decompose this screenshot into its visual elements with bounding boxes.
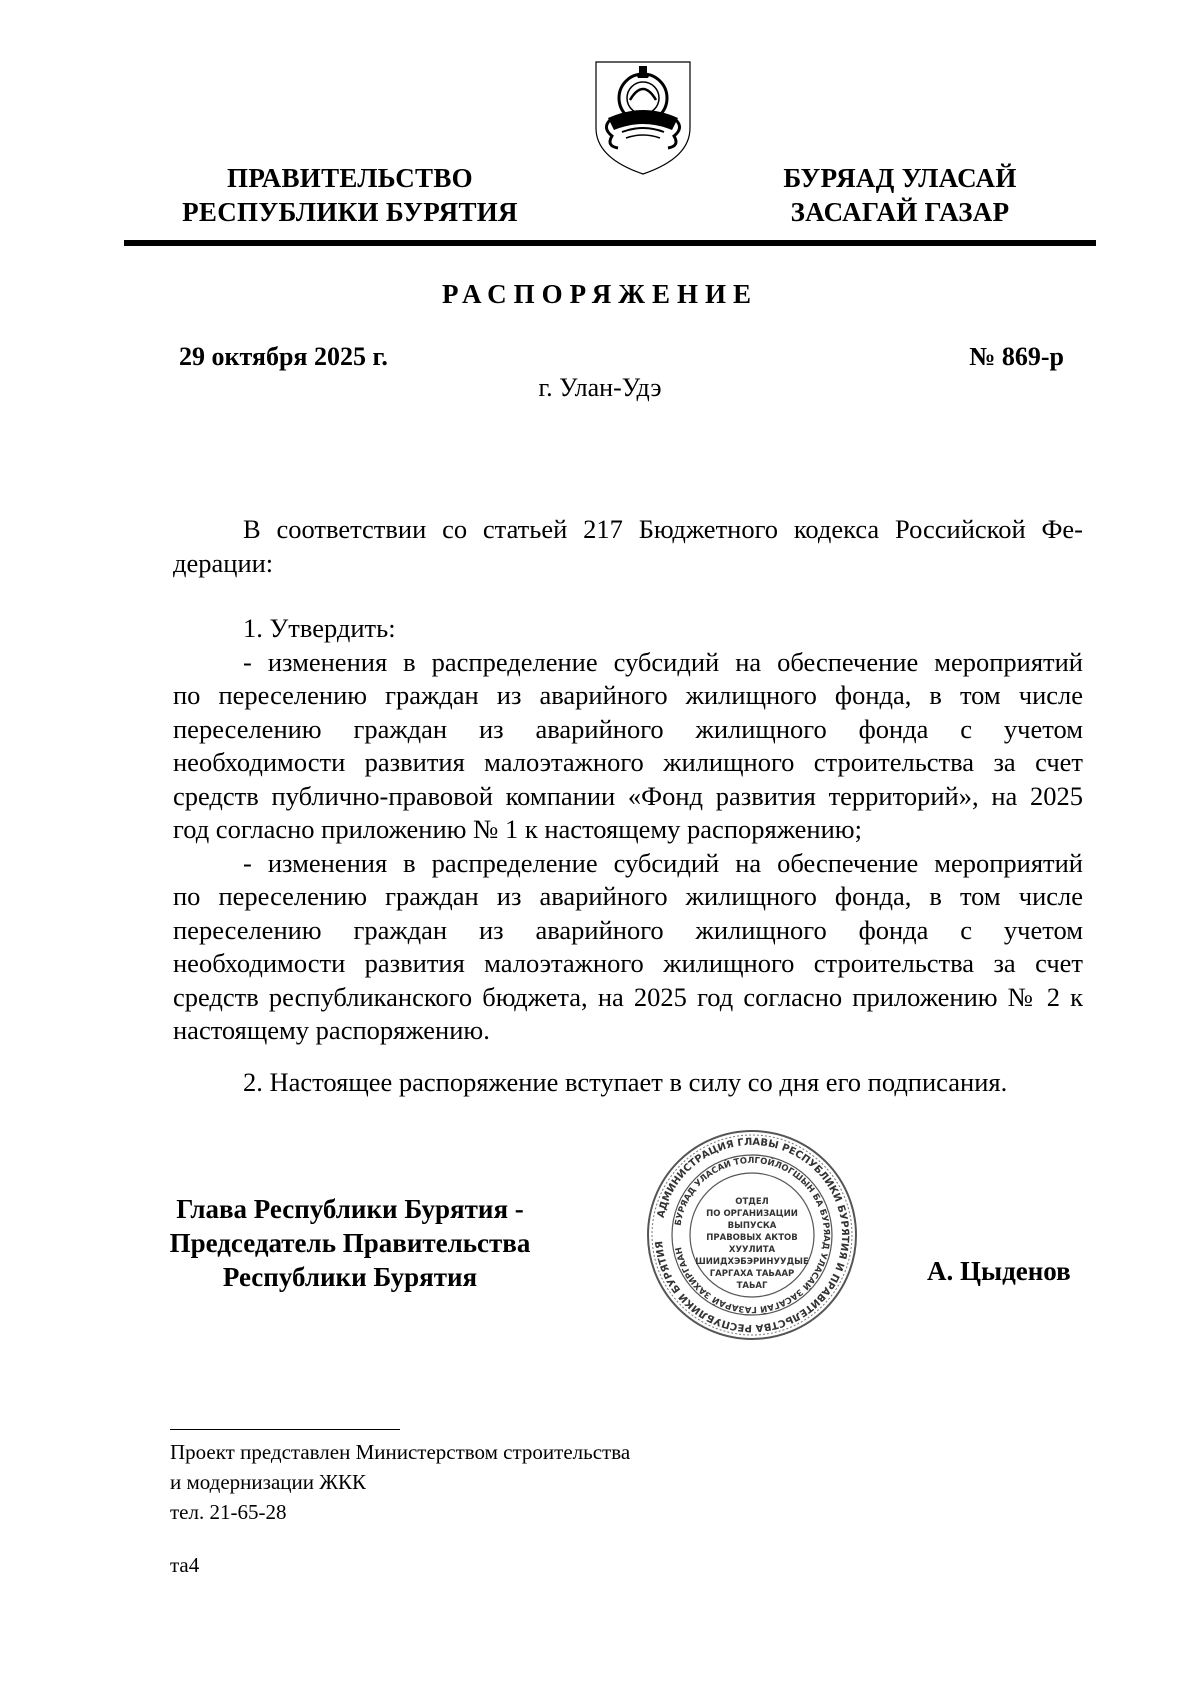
position-line1: Глава Республики Бурятия - bbox=[176, 1194, 524, 1224]
footer-note bbox=[170, 1437, 630, 1527]
executor-code: та4 bbox=[170, 1553, 200, 1577]
intro-paragraph bbox=[173, 513, 1083, 580]
item1-title: 1. Утвердить: bbox=[243, 613, 396, 643]
item-1 bbox=[173, 612, 1083, 1048]
intro-line2: дерации: bbox=[173, 547, 274, 578]
header-russian bbox=[150, 161, 550, 229]
stamp-center-line: ГАРГАХА ТАЬААР bbox=[709, 1269, 795, 1279]
intro-line1: В соответствии со статьей 217 Бюджетного кодекса Российской Фе- bbox=[243, 514, 1083, 544]
stamp-center-line: ПО ОРГАНИЗАЦИИ bbox=[706, 1209, 798, 1219]
official-stamp bbox=[645, 1128, 859, 1342]
stamp-center-line: ТАЬАГ bbox=[736, 1281, 768, 1291]
header-right-line2: ЗАСАГАЙ ГАЗАР bbox=[790, 197, 1010, 227]
stamp-center-line: ВЫПУСКА bbox=[727, 1221, 777, 1231]
buryatia-coat-of-arms-icon bbox=[592, 58, 694, 178]
stamp-inner-text: БУРЯАД УЛАСАЙ ТОЛГОЙЛОГШЫН БА БУРЯАД УЛАСАЙ ЗАСАГАЙ ГАЗАРАЙ ЗАХИРГААН bbox=[673, 1155, 832, 1315]
stamp-seal-icon bbox=[645, 1128, 859, 1342]
header-divider bbox=[124, 240, 1096, 246]
header-right-line1: БУРЯАД УЛАСАЙ bbox=[783, 163, 1017, 193]
header-buryat bbox=[730, 161, 1070, 229]
document-title: РАСПОРЯЖЕНИЕ bbox=[441, 279, 759, 309]
footer-divider bbox=[170, 1429, 400, 1430]
item1-a-text: по переселению граждан из аварийного жилищного фонда, в том числе переселению граждан из аварийного жилищного фонда с учетом необходимости развития малоэтажного жилищного строительства за счет средств публично-правовой компании «Фонд развития территорий», на 2025 год согласно приложению № 1 к настоящему распоряжению; bbox=[173, 680, 1083, 844]
header-left-line2: РЕСПУБЛИКИ БУРЯТИЯ bbox=[182, 197, 518, 227]
signatory-name: А. Цыденов bbox=[927, 1256, 1071, 1286]
position-line3: Республики Бурятия bbox=[222, 1262, 478, 1292]
stamp-outer-text: АДМИНИСТРАЦИЯ ГЛАВЫ РЕСПУБЛИКИ БУРЯТИЯ И ПРАВИТЕЛЬСТВА РЕСПУБЛИКИ БУРЯТИЯ bbox=[654, 1136, 851, 1334]
footer-line2: и модернизации ЖКК bbox=[170, 1470, 367, 1494]
header-left-line1: ПРАВИТЕЛЬСТВО bbox=[227, 163, 473, 193]
item2-text: 2. Настоящее распоряжение вступает в силу со дня его подписания. bbox=[243, 1067, 1008, 1097]
document-city: г. Улан-Удэ bbox=[538, 373, 662, 402]
stamp-center-line: ХУУЛИТА bbox=[728, 1245, 776, 1255]
stamp-center-line: ПРАВОВЫХ АКТОВ bbox=[706, 1233, 798, 1243]
footer-line1: Проект представлен Министерством строительства bbox=[170, 1440, 631, 1464]
stamp-center-line: ШИИДХЭБЭРИНУУДЫЕ bbox=[695, 1257, 809, 1267]
coat-of-arms-emblem bbox=[592, 58, 694, 178]
footer-phone: тел. 21-65-28 bbox=[170, 1500, 287, 1524]
item1-b-text: по переселению граждан из аварийного жилищного фонда, в том числе переселению граждан из аварийного жилищного фонда с учетом необходимости развития малоэтажного жилищного строительства за счет средств республиканского бюджета, на 2025 год согласно приложению № 2 к настоящему распоряжению. bbox=[173, 881, 1083, 1045]
stamp-center-line: ОТДЕЛ bbox=[735, 1197, 769, 1207]
position-line2: Председатель Правительства bbox=[169, 1228, 531, 1258]
signatory-position bbox=[130, 1192, 570, 1294]
document-date: 29 октября 2025 г. bbox=[179, 342, 388, 371]
item-2 bbox=[173, 1066, 1083, 1100]
item1-a-first-line: - изменения в распределение субсидий на обеспечение мероприятий bbox=[243, 646, 1083, 677]
document-number: № 869-р bbox=[969, 342, 1064, 371]
item1-b-first-line: - изменения в распределение субсидий на обеспечение мероприятий bbox=[243, 847, 1083, 878]
